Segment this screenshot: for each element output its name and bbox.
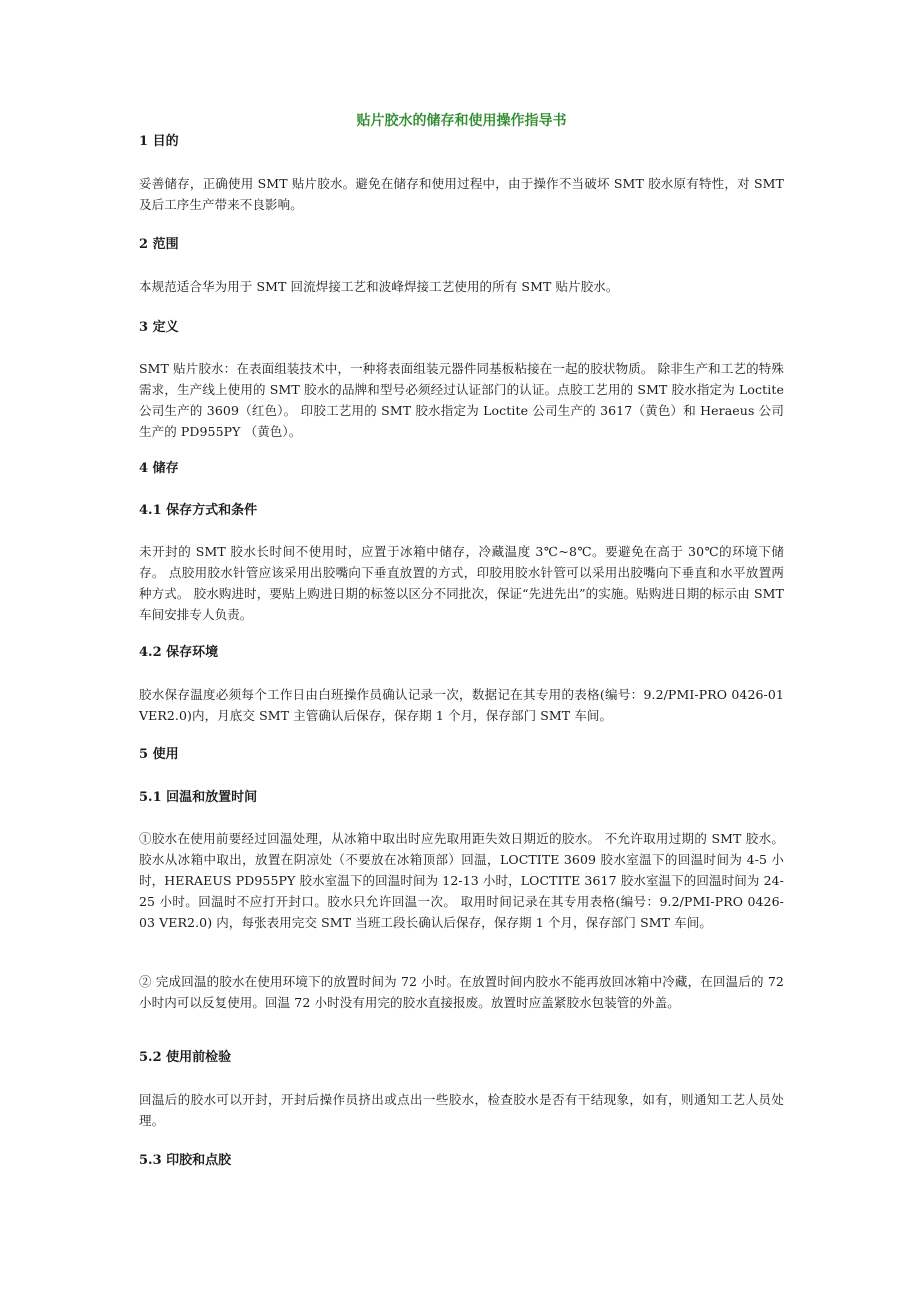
section-3-text: SMT 贴片胶水：在表面组装技术中，一种将表面组装元器件同基板粘接在一起的胶状物质。 除非生产和工艺的特殊需求，生产线上使用的 SMT 胶水的品牌和型号必须经过认证部门的认证。点胶工艺用的 SMT 胶水指定为 Loctite 公司生产的 3609（红色）。 印胶工艺用的 SMT 胶水指定为 Loctite 公司生产的 3617（黄色）和 Heraeus 公司生产的 PD955PY （黄色）。: [139, 361, 784, 439]
section-4-heading: 4 储存: [139, 461, 179, 476]
section-4-1-text: 未开封的 SMT 胶水长时间不使用时，应置于冰箱中储存，冷藏温度 3℃~8℃。要避免在高于 30℃的环境下储存。 点胶用胶水针管应该采用出胶嘴向下垂直放置的方式，印胶用胶水针管可以采用出胶嘴向下垂直和水平放置两种方式。 胶水购进时，要贴上购进日期的标签以区分不同批次，保证“先进先出”的实施。贴购进日期的标示由 SMT 车间安排专人负责。: [139, 544, 784, 622]
section-5-1-heading: 5.1 回温和放置时间: [139, 790, 258, 805]
section-3-heading: 3 定义: [139, 320, 179, 335]
section-5-heading: 5 使用: [139, 747, 179, 762]
section-1-heading: 1 目的: [139, 134, 179, 149]
section-5-3-heading: 5.3 印胶和点胶: [139, 1153, 232, 1168]
section-5-2-heading: 5.2 使用前检验: [139, 1050, 232, 1065]
section-5-2-text: 回温后的胶水可以开封，开封后操作员挤出或点出一些胶水，检查胶水是否有干结现象，如有，则通知工艺人员处理。: [139, 1092, 784, 1128]
section-4-1-heading: 4.1 保存方式和条件: [139, 503, 258, 518]
section-5-1-text-1: ①胶水在使用前要经过回温处理，从冰箱中取出时应先取用距失效日期近的胶水。 不允许取用过期的 SMT 胶水。胶水从冰箱中取出，放置在阴凉处（不要放在冰箱顶部）回温，LOCTITE 3609 胶水室温下的回温时间为 4-5 小时，HERAEUS PD955PY 胶水室温下的回温时间为 12-13 小时，LOCTITE 3617 胶水室温下的回温时间为 24-25 小时。回温时不应打开封口。胶水只允许回温一次。 取用时间记录在其专用表格(编号：9.2/PMI-PRO 0426-03 VER2.0) 内，每张表用完交 SMT 当班工段长确认后保存，保存期 1 个月，保存部门 SMT 车间。: [139, 831, 784, 930]
section-4-2-heading: 4.2 保存环境: [139, 645, 219, 660]
section-2-heading: 2 范围: [139, 237, 179, 252]
section-5-1-text-2: ② 完成回温的胶水在使用环境下的放置时间为 72 小时。在放置时间内胶水不能再放回冰箱中冷藏，在回温后的 72 小时内可以反复使用。回温 72 小时没有用完的胶水直接报废。放置时应盖紧胶水包装管的外盖。: [139, 974, 784, 1010]
document-title: 贴片胶水的储存和使用操作指导书: [356, 113, 567, 129]
section-1-text: 妥善储存，正确使用 SMT 贴片胶水。避免在储存和使用过程中，由于操作不当破坏 SMT 胶水原有特性，对 SMT 及后工序生产带来不良影响。: [139, 176, 784, 212]
section-2-text: 本规范适合华为用于 SMT 回流焊接工艺和波峰焊接工艺使用的所有 SMT 贴片胶水。: [139, 279, 619, 294]
section-4-2-text: 胶水保存温度必须每个工作日由白班操作员确认记录一次，数据记在其专用的表格(编号：9.2/PMI-PRO 0426-01 VER2.0)内，月底交 SMT 主管确认后保存，保存期 1 个月，保存部门 SMT 车间。: [139, 687, 784, 723]
